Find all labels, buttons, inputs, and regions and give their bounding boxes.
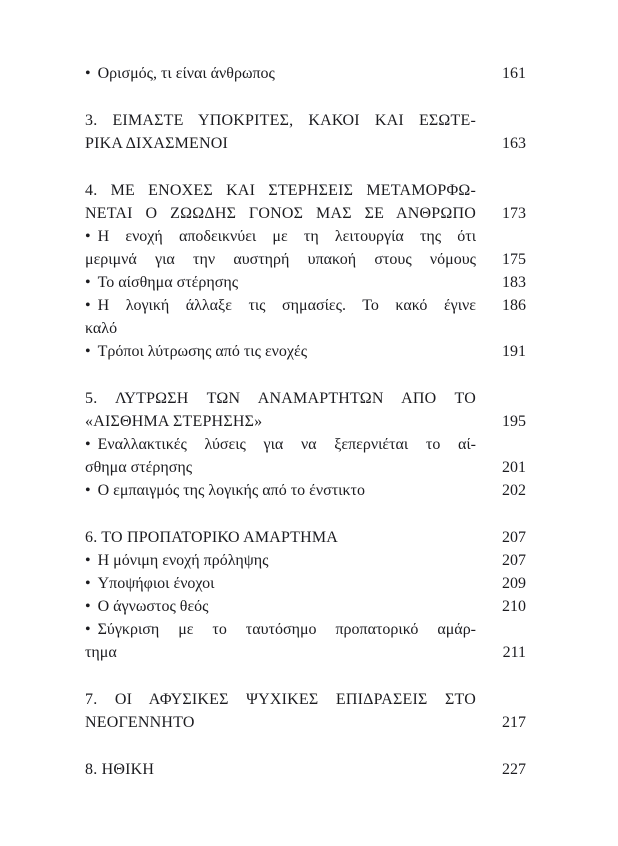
page-number: 175 <box>502 251 526 268</box>
toc-heading-line <box>85 132 526 155</box>
page-number: 183 <box>502 274 526 291</box>
toc-heading-line <box>85 711 526 734</box>
page-number: 173 <box>502 205 526 222</box>
page-number: 163 <box>502 135 526 152</box>
toc-entry-line <box>85 271 526 294</box>
page-number: 201 <box>502 459 526 476</box>
toc-section <box>85 62 526 85</box>
page-number: 195 <box>502 413 526 430</box>
toc-section <box>85 526 526 664</box>
page-number: 210 <box>502 598 526 615</box>
toc-entry-text: Ορισμός, τι είναι άνθρωπος <box>97 65 275 82</box>
toc-entry-text: Υποψήφιοι ένοχοι <box>97 575 215 592</box>
toc-entry-line <box>85 294 526 317</box>
toc-entry-line <box>85 340 526 363</box>
toc-heading-text: 6. ΤΟ ΠΡΟΠΑΤΟΡΙΚΟ ΑΜΑΡΤΗΜΑ <box>85 529 339 546</box>
toc-entry-line <box>85 248 526 271</box>
page-number: 227 <box>502 761 526 778</box>
toc-heading-line <box>85 179 526 202</box>
toc-entry-text: Σύγκριση με το ταυτόσημο προπατορικό αμάρ- <box>97 621 476 638</box>
toc-heading-text: ΡΙΚΑ ΔΙΧΑΣΜΕΝΟΙ <box>85 135 229 152</box>
toc-entry-line <box>85 641 526 664</box>
toc-heading-line <box>85 410 526 433</box>
page-number: 211 <box>502 644 526 661</box>
toc-section <box>85 179 526 363</box>
toc-entry-line <box>85 479 526 502</box>
bullet-icon: • <box>85 598 91 615</box>
toc-heading-text: 3. ΕΙΜΑΣΤΕ ΥΠΟΚΡΙΤΕΣ, ΚΑΚΟΙ ΚΑΙ ΕΣΩΤΕ- <box>85 112 476 129</box>
toc-heading-line <box>85 109 526 132</box>
bullet-icon: • <box>85 552 91 569</box>
toc-section <box>85 688 526 734</box>
page-number: 207 <box>502 552 526 569</box>
toc-entry-line <box>85 225 526 248</box>
toc-heading-line <box>85 202 526 225</box>
bullet-icon: • <box>85 575 91 592</box>
bullet-icon: • <box>85 228 91 245</box>
toc-entry-text: Ο εμπαιγμός της λογικής από το ένστικτο <box>97 482 365 499</box>
toc-entry-line <box>85 317 526 340</box>
page-number: 202 <box>502 482 526 499</box>
toc-entry-line <box>85 62 526 85</box>
toc-entry-text: τημα <box>85 644 117 661</box>
page-number: 161 <box>502 65 526 82</box>
bullet-icon: • <box>85 482 91 499</box>
toc-heading-line <box>85 526 526 549</box>
toc-entry-text: Τρόποι λύτρωσης από τις ενοχές <box>97 343 308 360</box>
toc-heading-text: 5. ΛΥΤΡΩΣΗ ΤΩΝ ΑΝΑΜΑΡΤΗΤΩΝ ΑΠΟ ΤΟ <box>85 390 476 407</box>
page-number: 186 <box>502 297 526 314</box>
toc-heading-text: 4. ΜΕ ΕΝΟΧΕΣ ΚΑΙ ΣΤΕΡΗΣΕΙΣ ΜΕΤΑΜΟΡΦΩ- <box>85 182 476 199</box>
bullet-icon: • <box>85 274 91 291</box>
toc-entry-text: Εναλλακτικές λύσεις για να ξεπερνιέται το αί- <box>97 436 476 453</box>
bullet-icon: • <box>85 297 91 314</box>
toc-section <box>85 758 526 781</box>
toc-entry-line <box>85 595 526 618</box>
toc-heading-text: «ΑΙΣΘΗΜΑ ΣΤΕΡΗΣΗΣ» <box>85 413 263 430</box>
bullet-icon: • <box>85 436 91 453</box>
toc-entry-line <box>85 572 526 595</box>
toc-entry-text: Το αίσθημα στέρησης <box>97 274 239 291</box>
bullet-icon: • <box>85 343 91 360</box>
page-number: 217 <box>502 714 526 731</box>
toc-entry-line <box>85 456 526 479</box>
toc-entry-text: Ο άγνωστος θεός <box>97 598 209 615</box>
toc-heading-text: ΝΕΟΓΕΝΝΗΤΟ <box>85 714 195 731</box>
page-number: 191 <box>502 343 526 360</box>
toc-entry-line <box>85 618 526 641</box>
page-number: 207 <box>502 529 526 546</box>
toc-heading-text: ΝΕΤΑΙ Ο ΖΩΩΔΗΣ ΓΟΝΟΣ ΜΑΣ ΣΕ ΑΝΘΡΩΠΟ <box>85 205 476 222</box>
toc-section <box>85 387 526 502</box>
bullet-icon: • <box>85 621 91 638</box>
toc-heading-line <box>85 387 526 410</box>
toc-heading-line <box>85 758 526 781</box>
page-number: 209 <box>502 575 526 592</box>
toc-entry-text: μεριμνά για την αυστηρή υπακοή στους νόμους <box>85 251 476 268</box>
toc-heading-text: 7. ΟΙ ΑΦΥΣΙΚΕΣ ΨΥΧΙΚΕΣ ΕΠΙΔΡΑΣΕΙΣ ΣΤΟ <box>85 691 476 708</box>
toc-entry-line <box>85 433 526 456</box>
toc-section <box>85 109 526 155</box>
toc-entry-text: Η ενοχή αποδεικνύει με τη λειτουργία της ότι <box>97 228 476 245</box>
toc-entry-text: σθημα στέρησης <box>85 459 193 476</box>
toc-entry-text: Η λογική άλλαξε τις σημασίες. Το κακό έγινε <box>97 297 476 314</box>
toc-entry-text: καλό <box>85 320 118 337</box>
toc-heading-line <box>85 688 526 711</box>
toc-heading-text: 8. ΗΘΙΚΗ <box>85 761 155 778</box>
bullet-icon: • <box>85 65 91 82</box>
toc-entry-line <box>85 549 526 572</box>
toc-entry-text: Η μόνιμη ενοχή πρόληψης <box>97 552 269 569</box>
